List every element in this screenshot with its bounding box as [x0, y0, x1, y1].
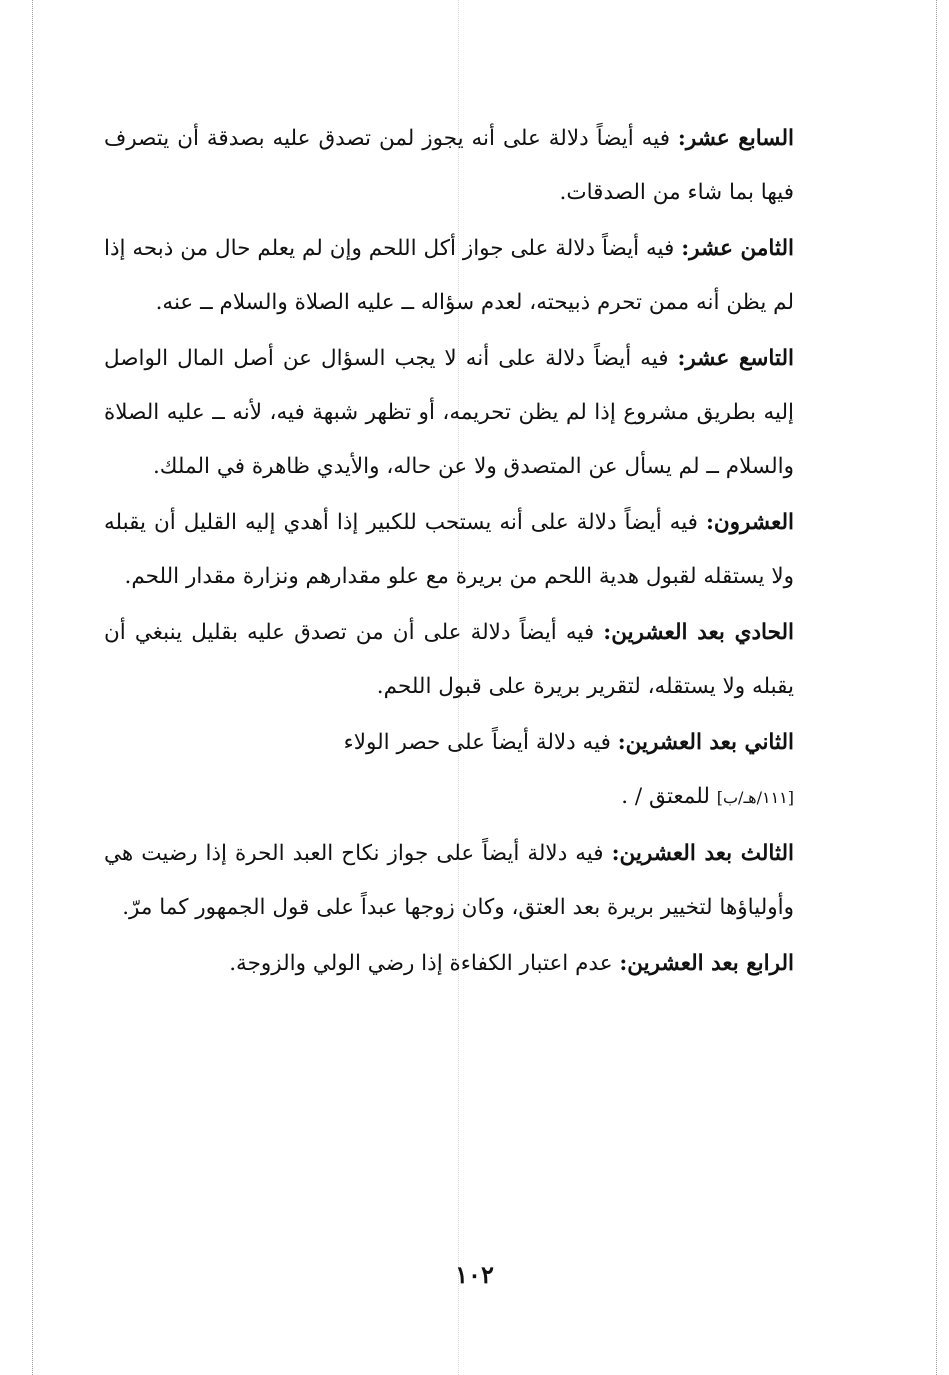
paragraph-heading: السابع عشر: — [677, 126, 794, 151]
paragraph-20 — [104, 496, 794, 604]
paragraph-heading: الثاني بعد العشرين: — [617, 730, 794, 755]
paragraph-heading: العشرون: — [705, 510, 794, 535]
paragraph-text: فيه أيضاً دلالة على جواز أكل اللحم وإن لم يعلم حال من ذبحه إذا لم يظن أنه ممن تحرم ذبيحته، لعدم سؤاله ــ عليه الصلاة والسلام ــ عنه. — [104, 236, 794, 315]
paragraph-text: فيه أيضاً دلالة على أنه يستحب للكبير إذا أهدي إليه القليل أن يقبله ولا يستقله لقبول هدية اللحم من بريرة مع علو مقدارهم ونزارة مقدار اللحم. — [104, 510, 794, 589]
paragraph-21 — [104, 606, 794, 714]
paragraph-text: فيه أيضاً دلالة على أنه لا يجب السؤال عن أصل المال الواصل إليه بطريق مشروع إذا لم يظن تحريمه، أو تظهر شبهة فيه، لأنه ــ عليه الصلاة والسلام ــ لم يسأل عن المتصدق ولا عن حاله، والأيدي ظاهرة في الملك. — [104, 346, 794, 479]
left-margin-rule — [32, 0, 33, 1375]
paragraph-text: فيه أيضاً دلالة على أن من تصدق عليه بقليل ينبغي أن يقبله ولا يستقله، لتقرير بريرة على قبول اللحم. — [104, 620, 794, 699]
paragraph-heading: الرابع بعد العشرين: — [619, 951, 794, 976]
paragraph-17 — [104, 112, 794, 220]
paragraph-heading: الحادي بعد العشرين: — [603, 620, 794, 645]
manuscript-reference: [١١١/هـ/ب] — [716, 788, 794, 807]
paragraph-text: للمعتق / . — [621, 784, 717, 809]
paragraph-text: فيه أيضاً دلالة على أنه يجوز لمن تصدق عليه بصدقة أن يتصرف فيها بما شاء من الصدقات. — [104, 126, 794, 205]
body-text — [104, 112, 794, 991]
paragraph-24 — [104, 937, 794, 991]
paragraph-22 — [104, 716, 794, 770]
paragraph-23 — [104, 827, 794, 935]
paragraph-text: عدم اعتبار الكفاءة إذا رضي الولي والزوجة. — [229, 951, 620, 976]
page-number: ١٠٢ — [455, 1260, 494, 1289]
paragraph-heading: الثالث بعد العشرين: — [611, 841, 794, 866]
paragraph-text: فيه دلالة أيضاً على حصر الولاء — [343, 730, 618, 755]
paragraph-19 — [104, 332, 794, 494]
paragraph-text: فيه دلالة أيضاً على جواز نكاح العبد الحرة إذا رضيت هي وأولياؤها لتخيير بريرة بعد العتق، وكان زوجها عبداً على قول الجمهور كما مرّ. — [104, 841, 794, 920]
right-margin-rule — [936, 0, 937, 1375]
paragraph-heading: الثامن عشر: — [681, 236, 794, 261]
paragraph-22-continuation — [104, 770, 794, 825]
paragraph-18 — [104, 222, 794, 330]
paragraph-heading: التاسع عشر: — [677, 346, 794, 371]
